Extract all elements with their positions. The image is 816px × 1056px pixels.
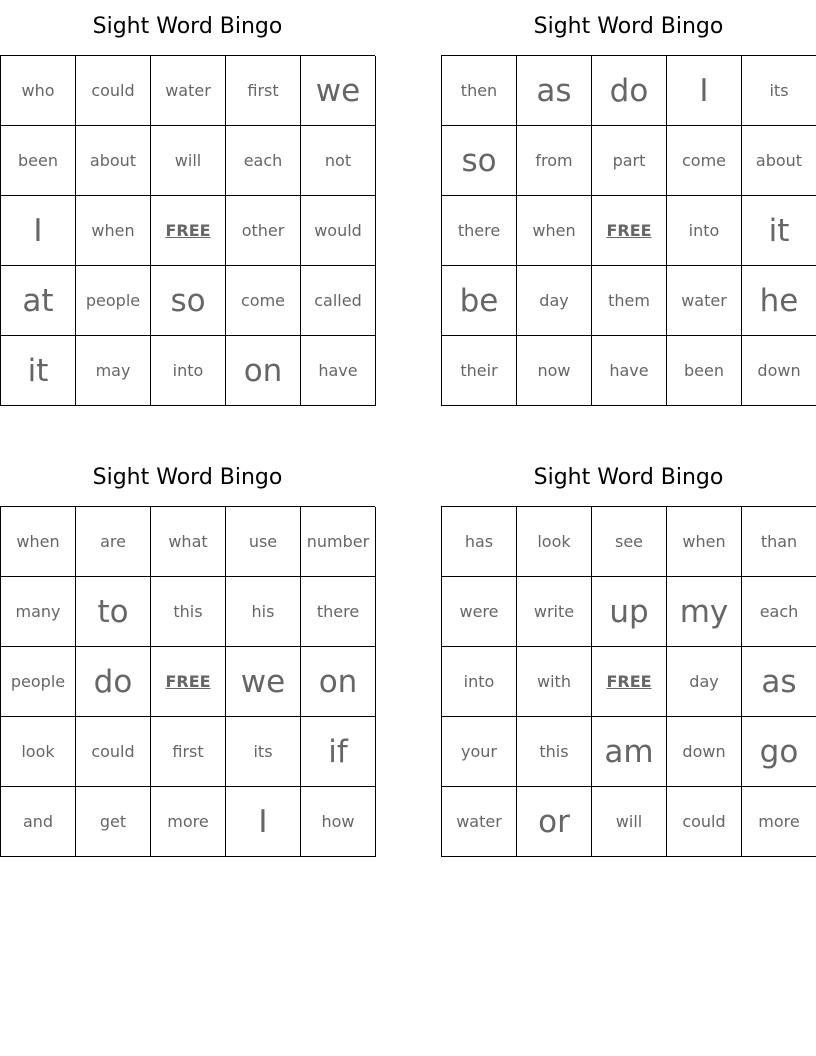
word-cell: its <box>742 56 816 126</box>
word-cell: people <box>76 266 151 336</box>
word-cell: am <box>592 717 667 787</box>
word-cell: more <box>151 787 226 857</box>
word-cell: will <box>151 126 226 196</box>
word-cell: your <box>442 717 517 787</box>
word-cell: there <box>301 577 376 647</box>
word-cell: look <box>1 717 76 787</box>
word-cell: have <box>592 336 667 406</box>
word-cell: into <box>151 336 226 406</box>
word-cell: are <box>76 507 151 577</box>
word-cell: at <box>1 266 76 336</box>
bingo-grid <box>0 506 375 857</box>
word-cell: would <box>301 196 376 266</box>
word-cell: as <box>517 56 592 126</box>
word-cell: this <box>517 717 592 787</box>
word-cell: when <box>667 507 742 577</box>
word-cell: first <box>151 717 226 787</box>
word-cell: than <box>742 507 816 577</box>
word-cell: this <box>151 577 226 647</box>
word-cell: been <box>667 336 742 406</box>
word-cell: who <box>1 56 76 126</box>
card-title: Sight Word Bingo <box>533 465 724 490</box>
word-cell: could <box>76 56 151 126</box>
bingo-grid <box>441 55 816 406</box>
word-cell: if <box>301 717 376 787</box>
word-cell: about <box>742 126 816 196</box>
word-cell: down <box>667 717 742 787</box>
word-cell: have <box>301 336 376 406</box>
word-cell: first <box>226 56 301 126</box>
word-cell: or <box>517 787 592 857</box>
word-cell: I <box>226 787 301 857</box>
word-cell: now <box>517 336 592 406</box>
card-title: Sight Word Bingo <box>92 14 283 39</box>
word-cell: there <box>442 196 517 266</box>
word-cell: up <box>592 577 667 647</box>
free-space-cell: FREE <box>592 196 667 266</box>
word-cell: when <box>517 196 592 266</box>
word-cell: will <box>592 787 667 857</box>
word-cell: more <box>742 787 816 857</box>
word-cell: may <box>76 336 151 406</box>
word-cell: about <box>76 126 151 196</box>
word-cell: number <box>301 507 376 577</box>
word-cell: how <box>301 787 376 857</box>
free-space-cell: FREE <box>592 647 667 717</box>
word-cell: we <box>226 647 301 717</box>
word-cell: many <box>1 577 76 647</box>
word-cell: with <box>517 647 592 717</box>
word-cell: on <box>226 336 301 406</box>
word-cell: on <box>301 647 376 717</box>
word-cell: its <box>226 717 301 787</box>
word-cell: each <box>226 126 301 196</box>
word-cell: my <box>667 577 742 647</box>
word-cell: when <box>76 196 151 266</box>
word-cell: has <box>442 507 517 577</box>
card-title: Sight Word Bingo <box>92 465 283 490</box>
word-cell: use <box>226 507 301 577</box>
bingo-grid <box>441 506 816 857</box>
word-cell: to <box>76 577 151 647</box>
word-cell: other <box>226 196 301 266</box>
word-cell: and <box>1 787 76 857</box>
word-cell: each <box>742 577 816 647</box>
word-cell: he <box>742 266 816 336</box>
word-cell: from <box>517 126 592 196</box>
word-cell: it <box>742 196 816 266</box>
word-cell: could <box>76 717 151 787</box>
word-cell: were <box>442 577 517 647</box>
free-space-cell: FREE <box>151 196 226 266</box>
word-cell: I <box>1 196 76 266</box>
word-cell: not <box>301 126 376 196</box>
word-cell: what <box>151 507 226 577</box>
word-cell: water <box>667 266 742 336</box>
bingo-grid <box>0 55 375 406</box>
word-cell: then <box>442 56 517 126</box>
word-cell: I <box>667 56 742 126</box>
word-cell: called <box>301 266 376 336</box>
word-cell: so <box>151 266 226 336</box>
word-cell: water <box>151 56 226 126</box>
word-cell: see <box>592 507 667 577</box>
word-cell: water <box>442 787 517 857</box>
word-cell: come <box>226 266 301 336</box>
word-cell: down <box>742 336 816 406</box>
word-cell: people <box>1 647 76 717</box>
word-cell: so <box>442 126 517 196</box>
word-cell: part <box>592 126 667 196</box>
word-cell: go <box>742 717 816 787</box>
card-title: Sight Word Bingo <box>533 14 724 39</box>
word-cell: come <box>667 126 742 196</box>
word-cell: day <box>517 266 592 336</box>
word-cell: his <box>226 577 301 647</box>
word-cell: when <box>1 507 76 577</box>
word-cell: be <box>442 266 517 336</box>
word-cell: been <box>1 126 76 196</box>
word-cell: do <box>592 56 667 126</box>
word-cell: into <box>667 196 742 266</box>
word-cell: as <box>742 647 816 717</box>
word-cell: into <box>442 647 517 717</box>
word-cell: look <box>517 507 592 577</box>
word-cell: write <box>517 577 592 647</box>
word-cell: day <box>667 647 742 717</box>
word-cell: them <box>592 266 667 336</box>
word-cell: get <box>76 787 151 857</box>
free-space-cell: FREE <box>151 647 226 717</box>
word-cell: it <box>1 336 76 406</box>
word-cell: do <box>76 647 151 717</box>
word-cell: their <box>442 336 517 406</box>
word-cell: could <box>667 787 742 857</box>
word-cell: we <box>301 56 376 126</box>
